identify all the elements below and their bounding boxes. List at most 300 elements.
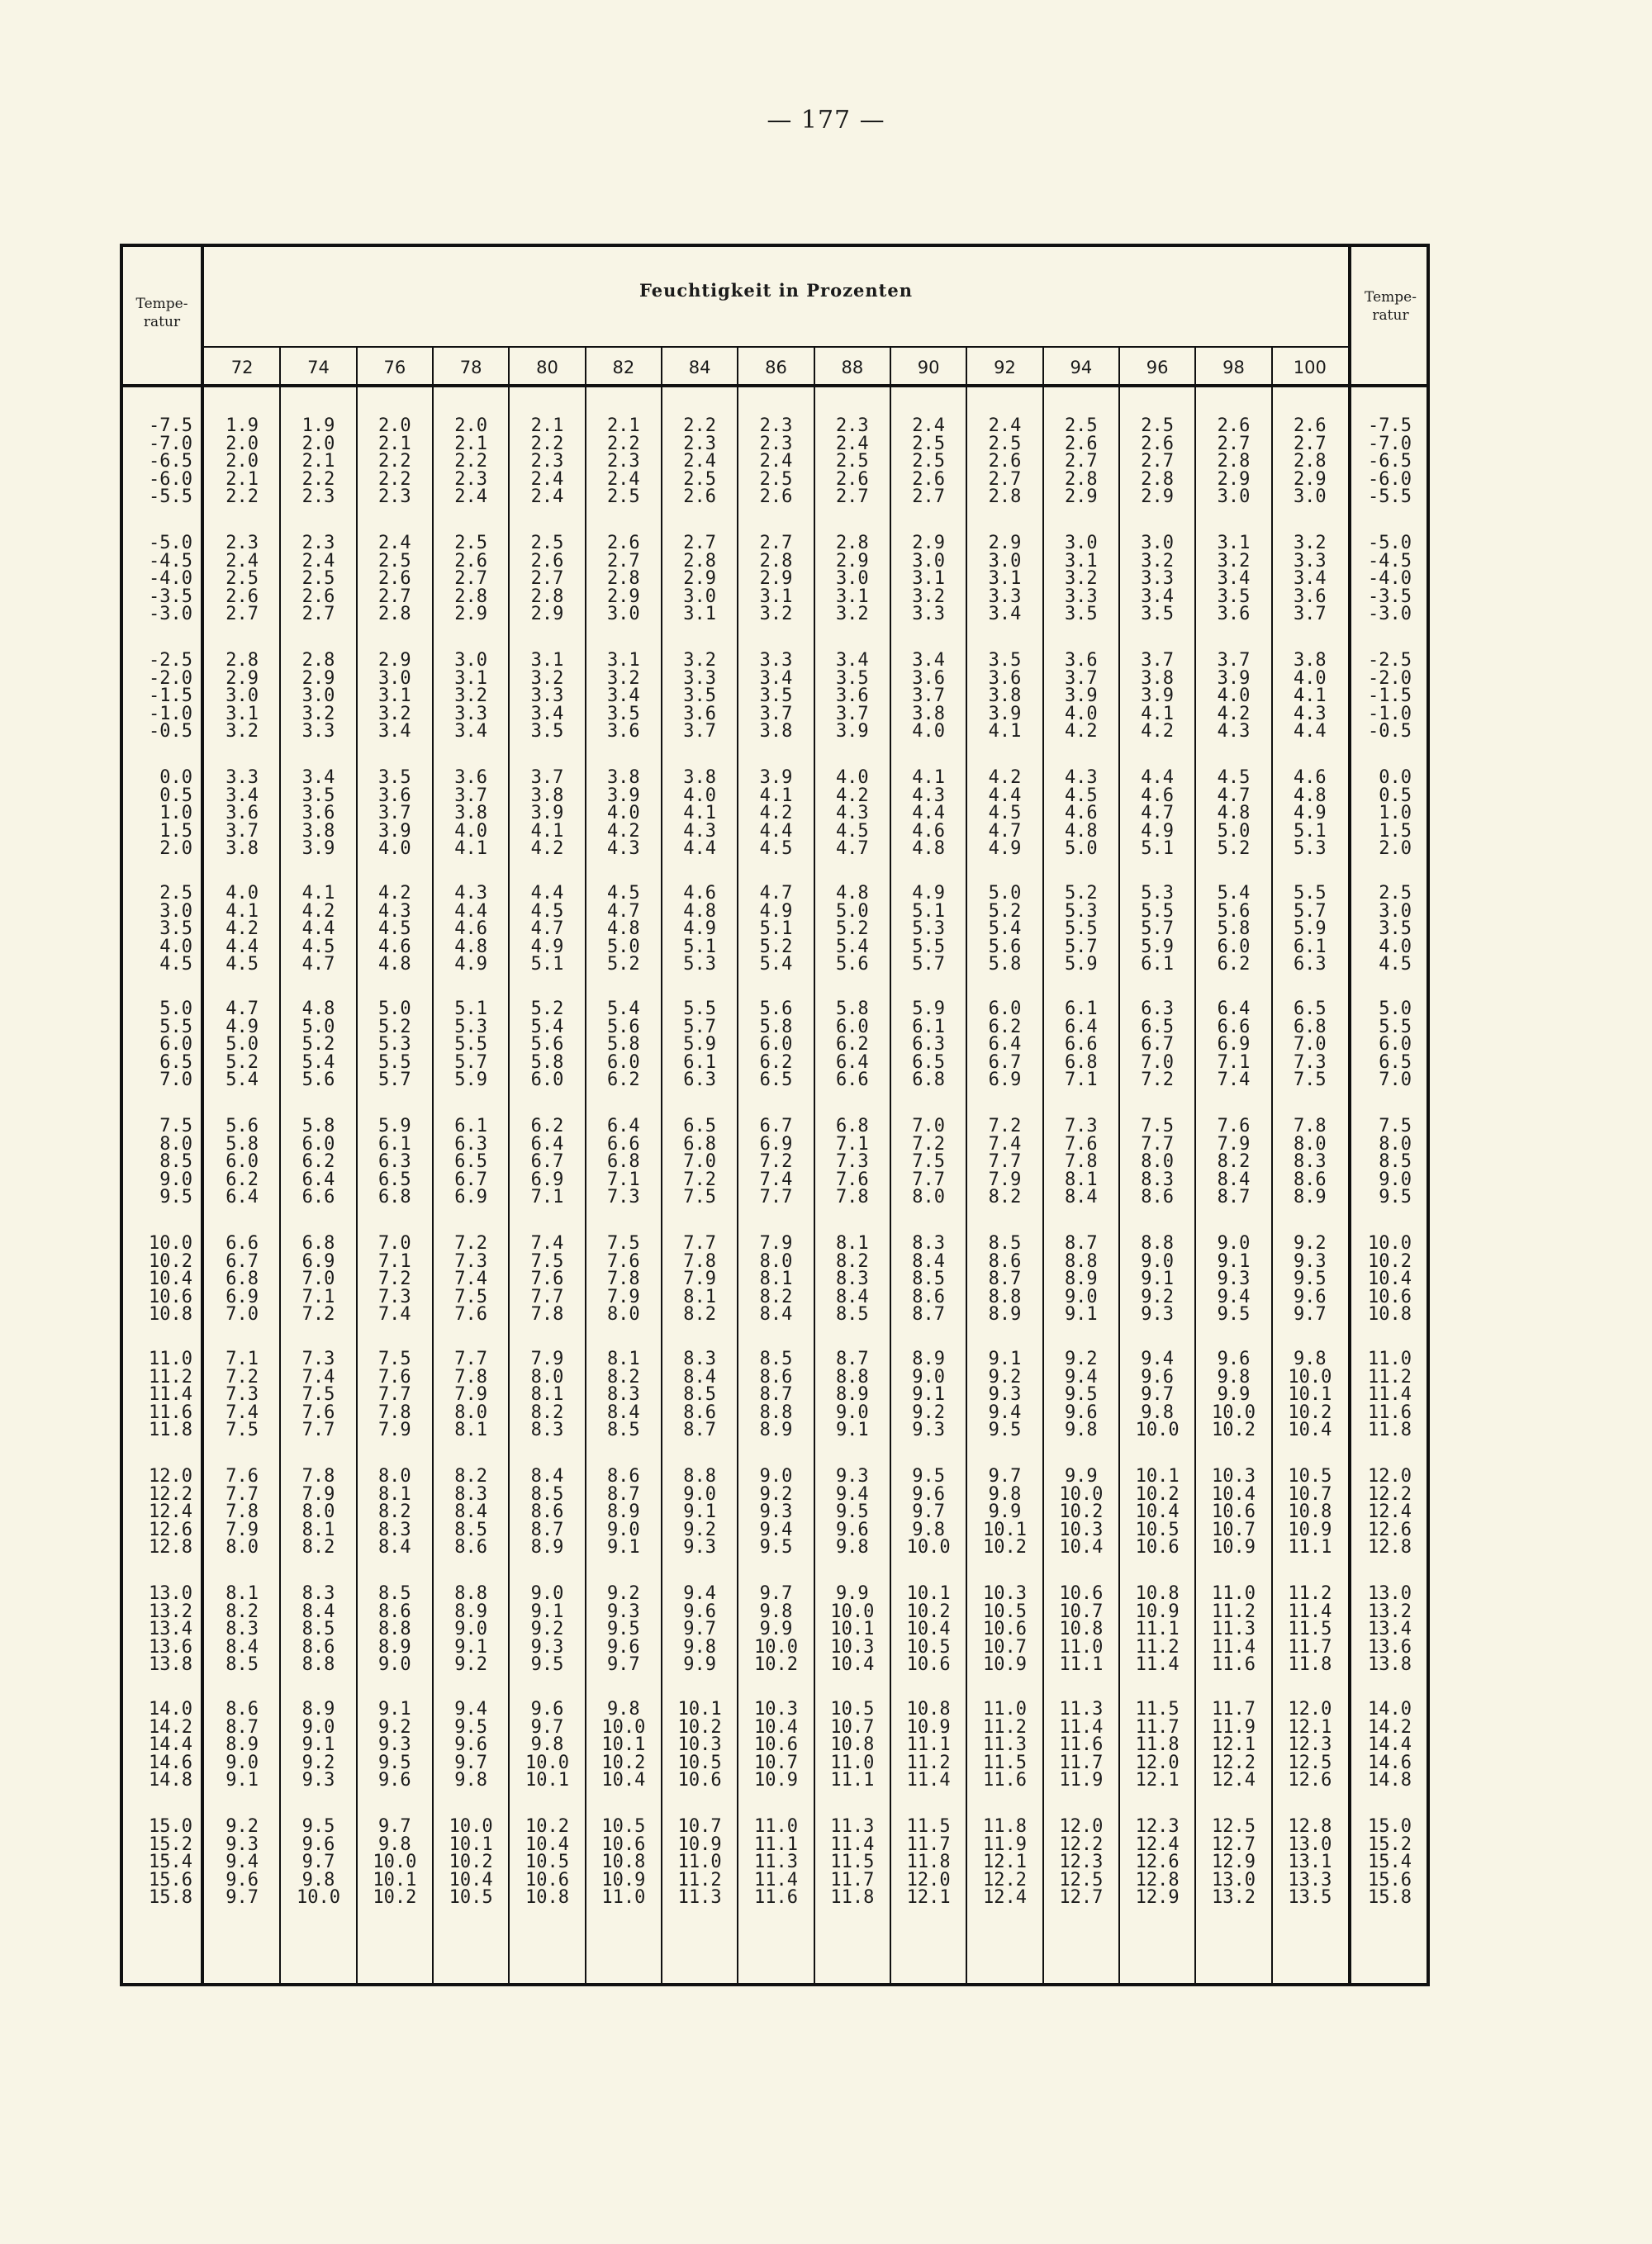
table-cell: 10.4	[830, 1654, 875, 1675]
table-cell: 7.5	[377, 1349, 411, 1369]
table-cell: 5.5	[454, 1034, 488, 1055]
table-cell: 8.4	[301, 1601, 335, 1622]
table-cell: 5.8	[606, 1034, 640, 1055]
table-cell: 4.7	[988, 820, 1022, 842]
table-cell: 7.9	[530, 1349, 564, 1369]
table-cell: 9.3	[530, 1636, 564, 1658]
table-cell: 10.2	[601, 1752, 646, 1773]
table-cell: 7.4	[377, 1304, 411, 1325]
table-cell: 10.5	[1135, 1519, 1180, 1540]
table-cell: 7.4	[454, 1269, 488, 1289]
table-cell: 2.6	[1217, 415, 1251, 436]
table-cell: 4.1	[759, 785, 793, 806]
table-cell: 10.1	[601, 1734, 646, 1755]
table-cell: 2.5	[835, 451, 869, 472]
table-cell: 4.6	[1293, 767, 1327, 788]
temperature-right: -3.0	[1368, 604, 1412, 624]
table-cell: 8.7	[225, 1716, 259, 1738]
table-cell: 12.1	[1212, 1734, 1256, 1755]
table-cell: 7.8	[606, 1269, 640, 1289]
table-cell: 4.0	[225, 883, 259, 904]
temperature-right: 3.0	[1379, 900, 1412, 922]
temperature-right: 4.5	[1379, 954, 1412, 975]
temperature-left: 0.5	[159, 785, 192, 806]
table-cell: 4.5	[225, 954, 259, 975]
table-cell: 10.7	[754, 1752, 798, 1773]
table-cell: 10.2	[449, 1852, 493, 1872]
table-cell: 10.2	[1212, 1420, 1256, 1440]
table-cell: 8.3	[835, 1269, 869, 1289]
table-cell: 9.5	[301, 1816, 335, 1837]
table-cell: 5.8	[835, 999, 869, 1019]
table-cell: 11.8	[906, 1852, 951, 1872]
temperature-right: -6.5	[1368, 451, 1412, 472]
table-cell: 6.6	[1064, 1034, 1098, 1055]
table-cell: 8.5	[454, 1519, 488, 1540]
table-cell: 5.4	[988, 918, 1022, 939]
table-cell: 8.5	[759, 1349, 793, 1369]
table-cell: 7.6	[225, 1466, 259, 1487]
table-cell: 8.7	[759, 1384, 793, 1405]
table-cell: 2.9	[988, 533, 1022, 553]
table-cell: 11.4	[830, 1834, 875, 1855]
table-cell: 9.8	[912, 1519, 946, 1540]
table-cell: 6.9	[530, 1169, 564, 1190]
temperature-left: -5.0	[149, 533, 192, 553]
table-cell: 4.2	[1064, 721, 1098, 742]
table-cell: 3.9	[377, 820, 411, 842]
table-cell: 6.1	[912, 1016, 946, 1037]
table-cell: 4.7	[1141, 803, 1175, 823]
table-cell: 5.0	[301, 1016, 335, 1037]
table-cell: 12.4	[1135, 1834, 1180, 1855]
temperature-left: 3.0	[159, 900, 192, 922]
temperature-left: 13.0	[149, 1583, 192, 1604]
table-cell: 2.8	[1293, 451, 1327, 472]
table-cell: 4.4	[988, 785, 1022, 806]
table-cell: 7.6	[530, 1269, 564, 1289]
table-cell: 2.2	[377, 468, 411, 490]
table-cell: 7.9	[988, 1169, 1022, 1190]
table-cell: 5.6	[530, 1034, 564, 1055]
table-cell: 4.7	[835, 838, 869, 859]
table-cell: 11.9	[1212, 1716, 1256, 1738]
temperature-left: 4.5	[159, 954, 192, 975]
table-cell: 3.4	[1217, 568, 1251, 589]
table-cell: 4.9	[225, 1016, 259, 1037]
table-cell: 4.2	[377, 883, 411, 904]
table-cell: 5.9	[454, 1070, 488, 1090]
table-cell: 4.4	[759, 820, 793, 842]
table-cell: 2.5	[912, 433, 946, 454]
table-cell: 3.9	[1217, 667, 1251, 689]
column-header-94: 94	[1070, 358, 1093, 377]
table-cell: 9.0	[683, 1483, 717, 1505]
table-cell: 4.5	[606, 883, 640, 904]
table-cell: 6.3	[377, 1151, 411, 1172]
table-cell: 8.7	[683, 1420, 717, 1440]
table-cell: 4.3	[1293, 703, 1327, 724]
table-cell: 2.3	[683, 433, 717, 454]
table-cell: 7.4	[225, 1402, 259, 1423]
temperature-right: 11.4	[1368, 1384, 1412, 1405]
table-cell: 8.1	[835, 1233, 869, 1254]
table-cell: 6.0	[301, 1133, 335, 1155]
table-cell: 3.5	[759, 686, 793, 706]
table-cell: 11.8	[1288, 1654, 1332, 1675]
table-cell: 3.6	[1217, 604, 1251, 624]
temperature-right: 11.8	[1368, 1420, 1412, 1440]
table-cell: 11.4	[1288, 1601, 1332, 1622]
table-cell: 9.2	[301, 1752, 335, 1773]
table-cell: 6.2	[988, 1016, 1022, 1037]
table-cell: 10.0	[601, 1716, 646, 1738]
table-cell: 9.5	[530, 1654, 564, 1675]
table-cell: 5.1	[912, 900, 946, 922]
temperature-right: 12.8	[1368, 1537, 1412, 1558]
table-cell: 11.2	[1288, 1583, 1332, 1604]
table-cell: 10.5	[906, 1636, 951, 1658]
table-cell: 11.7	[1212, 1699, 1256, 1720]
table-cell: 3.9	[988, 703, 1022, 724]
table-cell: 3.2	[1217, 550, 1251, 572]
table-cell: 9.2	[377, 1716, 411, 1738]
table-cell: 1.9	[301, 415, 335, 436]
table-cell: 7.8	[1293, 1116, 1327, 1136]
table-cell: 4.8	[377, 954, 411, 975]
table-cell: 7.3	[225, 1384, 259, 1405]
table-cell: 7.2	[1141, 1070, 1175, 1090]
table-cell: 6.1	[1141, 954, 1175, 975]
table-cell: 2.1	[225, 468, 259, 490]
table-cell: 2.9	[225, 667, 259, 689]
table-cell: 2.9	[912, 533, 946, 553]
table-cell: 2.3	[530, 451, 564, 472]
table-cell: 3.1	[225, 703, 259, 724]
table-cell: 9.8	[683, 1636, 717, 1658]
table-cell: 2.7	[377, 586, 411, 607]
table-cell: 3.4	[912, 650, 946, 671]
table-cell: 12.9	[1135, 1887, 1180, 1908]
table-cell: 4.4	[301, 918, 335, 939]
table-cell: 3.5	[377, 767, 411, 788]
table-cell: 3.7	[225, 820, 259, 842]
table-cell: 8.9	[225, 1734, 259, 1755]
table-cell: 9.0	[454, 1619, 488, 1639]
table-cell: 3.3	[683, 667, 717, 689]
header-temp-right: Tempe- ratur	[1365, 289, 1417, 324]
temperature-left: 14.8	[149, 1770, 192, 1791]
temperature-left: 11.8	[149, 1420, 192, 1440]
table-cell: 11.6	[983, 1770, 1027, 1791]
table-cell: 6.0	[988, 999, 1022, 1019]
table-cell: 3.4	[606, 686, 640, 706]
table-cell: 6.8	[835, 1116, 869, 1136]
table-cell: 10.1	[830, 1619, 875, 1639]
humidity-table	[120, 244, 1430, 1986]
table-cell: 9.6	[225, 1869, 259, 1891]
table-cell: 6.2	[606, 1070, 640, 1090]
table-cell: 2.6	[988, 451, 1022, 472]
table-cell: 7.7	[454, 1349, 488, 1369]
table-cell: 10.6	[677, 1770, 722, 1791]
table-cell: 2.7	[606, 550, 640, 572]
table-cell: 3.1	[759, 586, 793, 607]
table-cell: 7.4	[1217, 1070, 1251, 1090]
table-cell: 11.8	[983, 1816, 1027, 1837]
table-cell: 5.2	[1064, 883, 1098, 904]
table-cell: 2.3	[454, 468, 488, 490]
table-cell: 4.3	[1064, 767, 1098, 788]
table-cell: 10.1	[525, 1770, 569, 1791]
table-cell: 4.9	[912, 883, 946, 904]
table-cell: 8.3	[912, 1233, 946, 1254]
table-cell: 10.4	[601, 1770, 646, 1791]
table-cell: 5.5	[683, 999, 717, 1019]
table-cell: 2.3	[301, 486, 335, 507]
table-cell: 2.7	[301, 604, 335, 624]
table-cell: 6.3	[1293, 954, 1327, 975]
table-cell: 8.9	[301, 1699, 335, 1720]
table-cell: 4.4	[454, 900, 488, 922]
table-cell: 8.6	[454, 1537, 488, 1558]
table-cell: 3.6	[1064, 650, 1098, 671]
table-cell: 7.4	[530, 1233, 564, 1254]
temperature-right: -0.5	[1368, 721, 1412, 742]
table-cell: 9.2	[225, 1816, 259, 1837]
table-cell: 8.5	[225, 1654, 259, 1675]
table-cell: 11.1	[754, 1834, 798, 1855]
table-cell: 3.6	[225, 803, 259, 823]
table-cell: 7.5	[301, 1384, 335, 1405]
temperature-left: 15.0	[149, 1816, 192, 1837]
table-cell: 9.2	[912, 1402, 946, 1423]
table-cell: 4.9	[759, 900, 793, 922]
table-cell: 6.1	[683, 1051, 717, 1073]
table-cell: 3.6	[606, 721, 640, 742]
table-cell: 3.2	[301, 703, 335, 724]
temperature-right: 10.6	[1368, 1286, 1412, 1307]
table-cell: 3.3	[301, 721, 335, 742]
table-cell: 7.7	[377, 1384, 411, 1405]
table-cell: 3.4	[1141, 586, 1175, 607]
table-cell: 10.1	[906, 1583, 951, 1604]
table-cell: 4.3	[683, 820, 717, 842]
table-cell: 8.2	[683, 1304, 717, 1325]
table-cell: 9.5	[988, 1420, 1022, 1440]
table-cell: 2.3	[759, 433, 793, 454]
table-cell: 8.8	[1141, 1233, 1175, 1254]
table-cell: 3.1	[912, 568, 946, 589]
table-cell: 5.2	[530, 999, 564, 1019]
table-cell: 4.6	[683, 883, 717, 904]
table-cell: 6.9	[759, 1133, 793, 1155]
table-cell: 6.4	[1064, 1016, 1098, 1037]
temperature-left: 10.4	[149, 1269, 192, 1289]
table-cell: 9.7	[988, 1466, 1022, 1487]
table-cell: 3.2	[606, 667, 640, 689]
table-cell: 9.9	[1064, 1466, 1098, 1487]
temperature-right: -4.0	[1368, 568, 1412, 589]
table-cell: 4.9	[683, 918, 717, 939]
table-cell: 2.0	[454, 415, 488, 436]
table-cell: 10.6	[1212, 1502, 1256, 1522]
table-cell: 4.0	[683, 785, 717, 806]
table-cell: 9.1	[225, 1770, 259, 1791]
table-cell: 2.6	[1293, 415, 1327, 436]
table-cell: 4.8	[606, 918, 640, 939]
temperature-right: 9.5	[1379, 1187, 1412, 1207]
table-cell: 11.3	[1212, 1619, 1256, 1639]
temperature-right: 11.2	[1368, 1366, 1412, 1388]
table-cell: 4.6	[912, 820, 946, 842]
table-cell: 6.7	[530, 1151, 564, 1172]
table-cell: 4.2	[835, 785, 869, 806]
table-cell: 4.9	[1141, 820, 1175, 842]
table-cell: 13.0	[1288, 1834, 1332, 1855]
table-cell: 8.3	[454, 1483, 488, 1505]
table-cell: 8.8	[988, 1286, 1022, 1307]
table-cell: 11.1	[1288, 1537, 1332, 1558]
table-cell: 9.5	[835, 1502, 869, 1522]
table-cell: 3.8	[988, 686, 1022, 706]
table-cell: 7.2	[454, 1233, 488, 1254]
table-cell: 9.8	[606, 1699, 640, 1720]
table-cell: 3.4	[988, 604, 1022, 624]
table-cell: 8.4	[912, 1250, 946, 1272]
temperature-right: 8.0	[1379, 1133, 1412, 1155]
temperature-left: 5.0	[159, 999, 192, 1019]
table-cell: 7.5	[1293, 1070, 1327, 1090]
table-cell: 8.4	[454, 1502, 488, 1522]
table-cell: 8.4	[683, 1366, 717, 1388]
table-cell: 3.0	[988, 550, 1022, 572]
table-cell: 3.3	[530, 686, 564, 706]
table-cell: 10.9	[1288, 1519, 1332, 1540]
table-cell: 12.7	[1212, 1834, 1256, 1855]
table-cell: 8.7	[606, 1483, 640, 1505]
table-cell: 9.3	[301, 1770, 335, 1791]
table-cell: 9.7	[225, 1887, 259, 1908]
table-cell: 3.8	[606, 767, 640, 788]
table-cell: 7.3	[454, 1250, 488, 1272]
temperature-left: 13.4	[149, 1619, 192, 1639]
table-cell: 2.3	[759, 415, 793, 436]
table-cell: 2.5	[988, 433, 1022, 454]
table-cell: 9.0	[377, 1654, 411, 1675]
table-cell: 8.8	[377, 1619, 411, 1639]
table-cell: 5.8	[301, 1116, 335, 1136]
table-cell: 9.2	[454, 1654, 488, 1675]
table-cell: 4.1	[1293, 686, 1327, 706]
temperature-right: -7.0	[1368, 433, 1412, 454]
temperature-left: -1.0	[149, 703, 192, 724]
table-cell: 3.6	[835, 686, 869, 706]
table-cell: 6.3	[912, 1034, 946, 1055]
temperature-left: -3.5	[149, 586, 192, 607]
table-cell: 8.1	[225, 1583, 259, 1604]
table-cell: 4.4	[683, 838, 717, 859]
header-temp-left: Tempe- ratur	[135, 296, 188, 330]
table-cell: 3.6	[912, 667, 946, 689]
table-cell: 5.7	[377, 1070, 411, 1090]
table-cell: 12.7	[1059, 1887, 1104, 1908]
table-cell: 8.7	[1217, 1187, 1251, 1207]
table-cell: 8.9	[759, 1420, 793, 1440]
table-cell: 8.1	[454, 1420, 488, 1440]
table-cell: 8.0	[759, 1250, 793, 1272]
table-cell: 7.6	[606, 1250, 640, 1272]
column-header-78: 78	[459, 358, 482, 377]
table-cell: 9.0	[606, 1519, 640, 1540]
table-cell: 5.7	[912, 954, 946, 975]
table-cell: 4.2	[1217, 703, 1251, 724]
temperature-left: -2.5	[149, 650, 192, 671]
table-cell: 9.3	[988, 1384, 1022, 1405]
table-cell: 11.4	[906, 1770, 951, 1791]
temperature-right: -7.5	[1368, 415, 1412, 436]
table-cell: 9.9	[1217, 1384, 1251, 1405]
table-cell: 8.2	[454, 1466, 488, 1487]
table-cell: 3.9	[301, 838, 335, 859]
table-cell: 5.7	[454, 1051, 488, 1073]
temperature-right: 13.8	[1368, 1654, 1412, 1675]
table-cell: 9.0	[835, 1402, 869, 1423]
temperature-left: 9.5	[159, 1187, 192, 1207]
table-cell: 11.7	[1288, 1636, 1332, 1658]
table-cell: 4.8	[301, 999, 335, 1019]
table-cell: 3.8	[301, 820, 335, 842]
table-cell: 8.7	[988, 1269, 1022, 1289]
table-cell: 10.0	[1212, 1402, 1256, 1423]
table-cell: 12.8	[1135, 1869, 1180, 1891]
table-cell: 3.7	[1064, 667, 1098, 689]
table-cell: 5.4	[225, 1070, 259, 1090]
table-cell: 10.4	[754, 1716, 798, 1738]
table-cell: 10.6	[1059, 1583, 1104, 1604]
table-cell: 9.7	[1141, 1384, 1175, 1405]
table-cell: 10.2	[1288, 1402, 1332, 1423]
table-cell: 9.4	[988, 1402, 1022, 1423]
table-cell: 7.9	[301, 1483, 335, 1505]
table-cell: 2.2	[530, 433, 564, 454]
table-cell: 3.7	[835, 703, 869, 724]
table-cell: 9.0	[530, 1583, 564, 1604]
table-cell: 1.9	[225, 415, 259, 436]
table-cell: 3.5	[988, 650, 1022, 671]
table-cell: 4.0	[1217, 686, 1251, 706]
table-cell: 6.4	[225, 1187, 259, 1207]
table-cell: 7.5	[530, 1250, 564, 1272]
table-cell: 10.7	[830, 1716, 875, 1738]
table-cell: 10.9	[906, 1716, 951, 1738]
table-cell: 3.1	[606, 650, 640, 671]
temperature-left: 1.0	[159, 803, 192, 823]
table-cell: 7.6	[454, 1304, 488, 1325]
table-cell: 2.9	[606, 586, 640, 607]
temperature-left: 8.0	[159, 1133, 192, 1155]
table-cell: 9.6	[912, 1483, 946, 1505]
table-cell: 5.9	[1064, 954, 1098, 975]
table-cell: 10.3	[1212, 1466, 1256, 1487]
table-cell: 10.8	[1059, 1619, 1104, 1639]
table-cell: 7.2	[683, 1169, 717, 1190]
table-cell: 7.5	[1141, 1116, 1175, 1136]
table-cell: 2.6	[835, 468, 869, 490]
table-cell: 2.8	[225, 650, 259, 671]
table-cell: 3.7	[1217, 650, 1251, 671]
table-cell: 9.3	[759, 1502, 793, 1522]
